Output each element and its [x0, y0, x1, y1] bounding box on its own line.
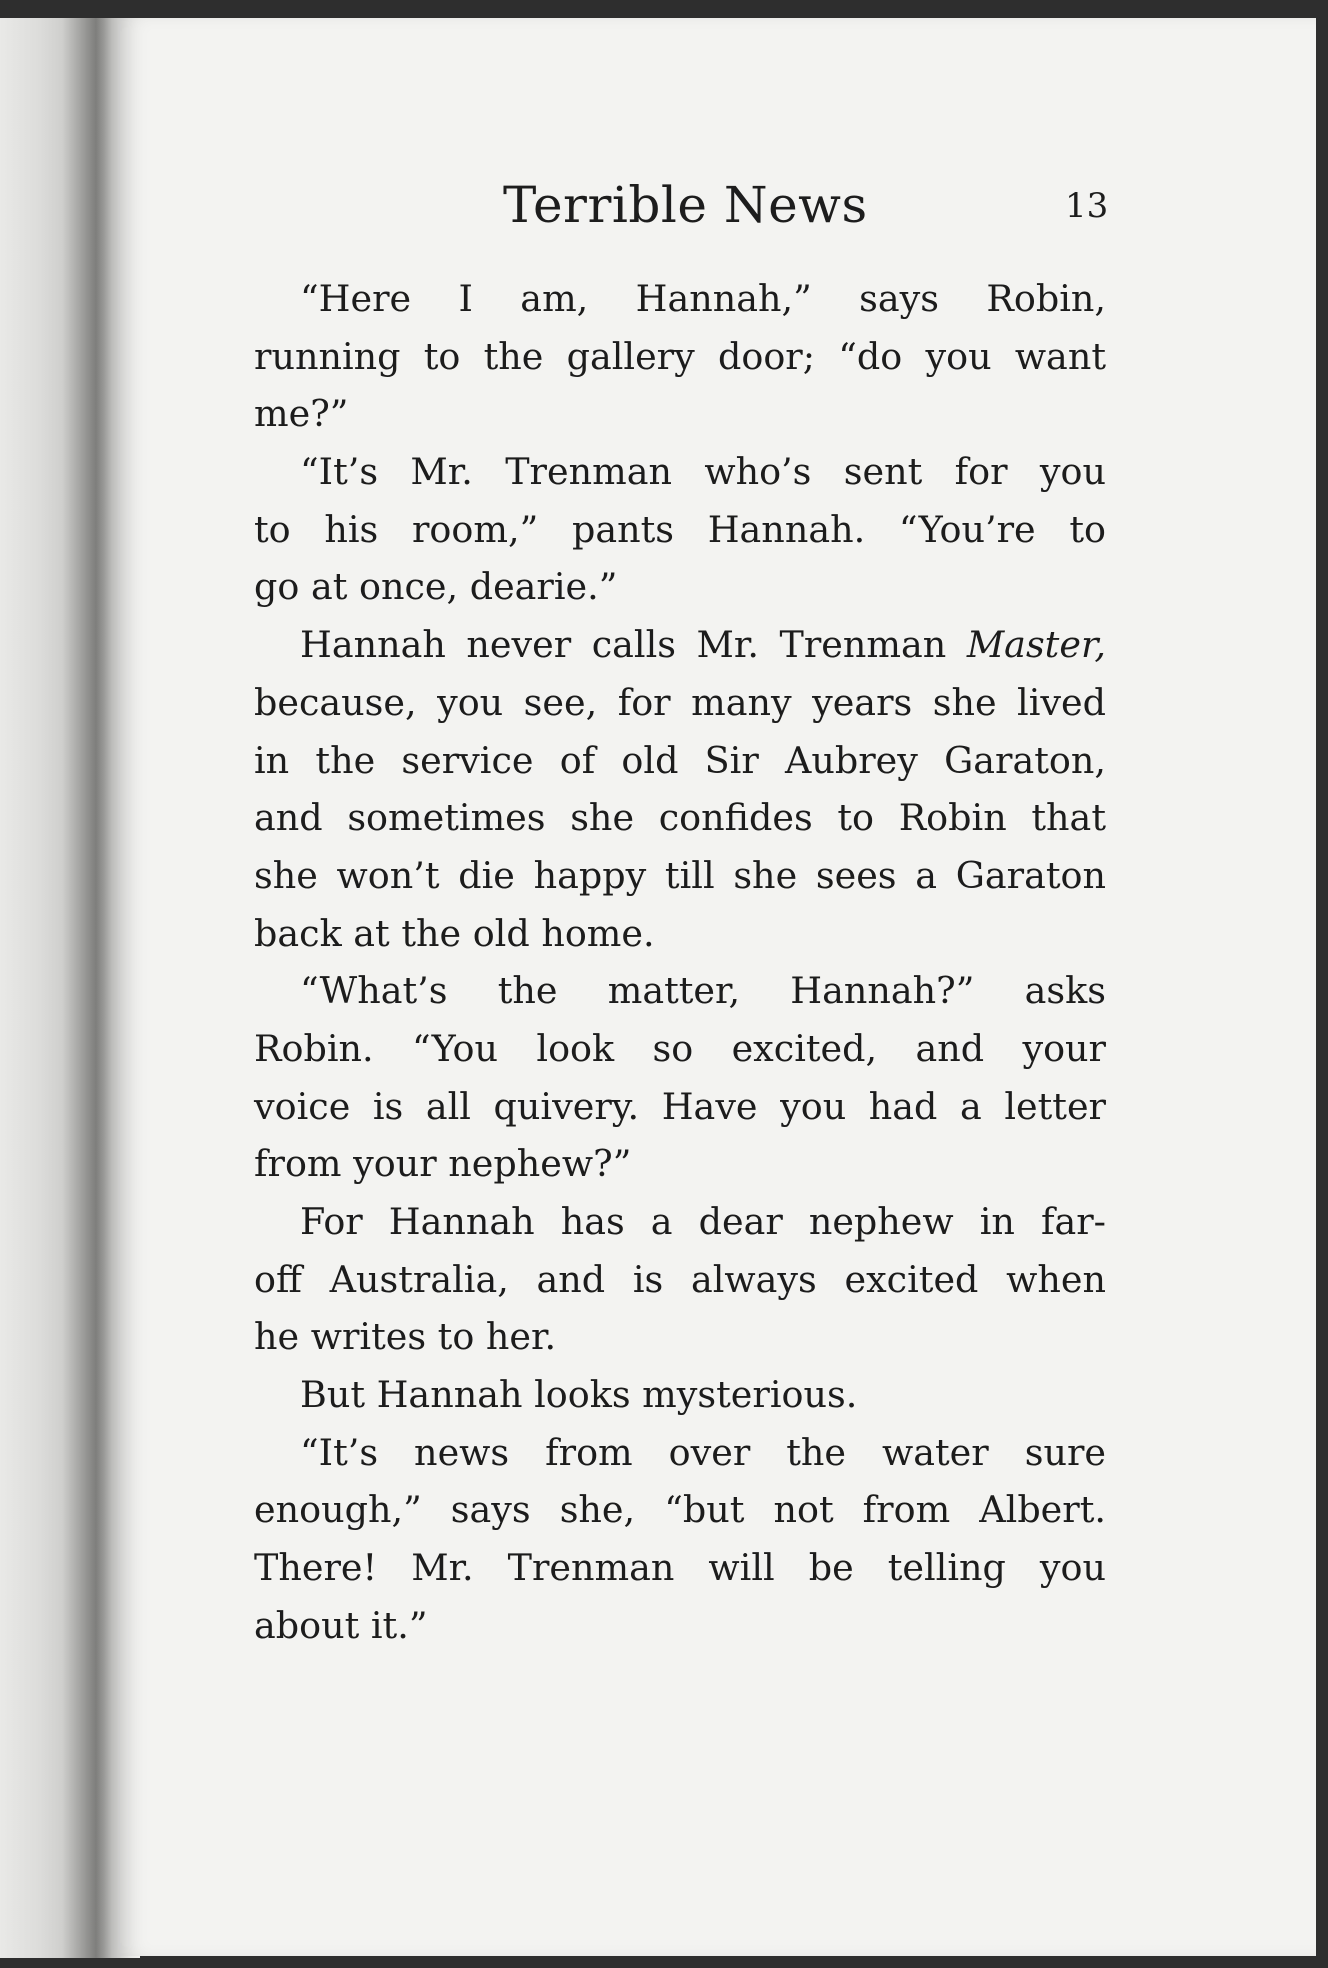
text-line: enough,” says she, “but not from Albert. [254, 1488, 1106, 1532]
chapter-title: Terrible News [503, 176, 868, 234]
text-line: “Here I am, Hannah,” says Robin, [300, 277, 1106, 320]
text-line: Robin. “You look so excited, and your [254, 1026, 1106, 1070]
body-text [254, 270, 1106, 1655]
text-line: because, you see, for many years she lived [254, 680, 1106, 724]
text-line: about it.” [254, 1603, 428, 1647]
text-line: running to the gallery door; “do you want [254, 334, 1106, 378]
text-line [254, 616, 1106, 674]
text-line: “It’s news from over the water sure [300, 1430, 1106, 1474]
text-line: back at the old home. [254, 911, 655, 955]
text-line: voice is all quivery. Have you had a letter [254, 1084, 1106, 1128]
text-line: to his room,” pants Hannah. “You’re to [254, 507, 1106, 551]
text-line: from your nephew?” [254, 1142, 632, 1186]
text-line: “It’s Mr. Trenman who’s sent for you [300, 450, 1106, 494]
text-line: But Hannah looks mysterious. [300, 1373, 858, 1417]
running-head [118, 176, 1118, 236]
text-line: he writes to her. [254, 1315, 557, 1359]
text-line: off Australia, and is always excited when [254, 1257, 1106, 1301]
text-line: “What’s the matter, Hannah?” asks [300, 969, 1106, 1013]
text-line: For Hannah has a dear nephew in far- [300, 1200, 1106, 1243]
text-segment: Hannah never calls Mr. Trenman [300, 623, 947, 667]
text-line: and sometimes she confides to Robin that [254, 796, 1106, 840]
text-line: go at once, dearie.” [254, 565, 618, 609]
text-line: There! Mr. Trenman will be telling you [254, 1546, 1106, 1590]
italic-word: Master, [966, 623, 1106, 667]
text-line: me?” [254, 392, 349, 436]
page-number: 13 [1065, 186, 1109, 226]
text-line: she won’t die happy till she sees a Garaton [254, 853, 1106, 897]
text-line: in the service of old Sir Aubrey Garaton, [254, 738, 1106, 782]
